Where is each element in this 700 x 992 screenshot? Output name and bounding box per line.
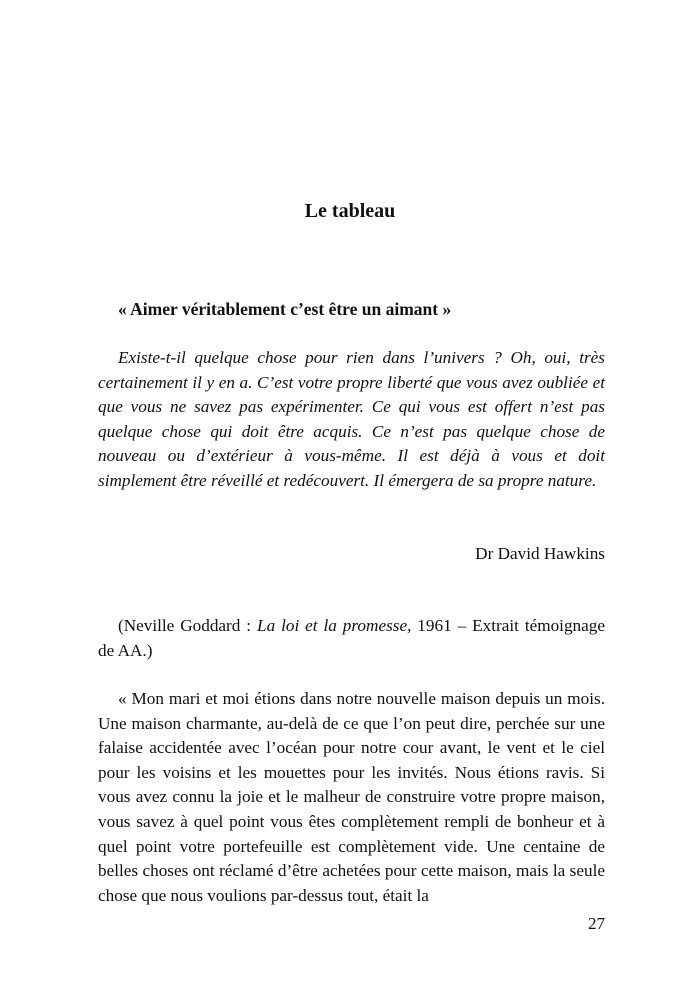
source-citation [98,614,605,663]
epigraph-paragraph: Existe-t-il quelque chose pour rien dans l’univers ? Oh, oui, très certainement il y en a. C’est votre propre liberté que vous avez oubliée et que vous ne savez pas expérimenter. Ce qui vous est offert n’est pas quelque chose qui doit être acquis. Ce n’est pas quelque chose de nouveau ou d’extérieur à vous-même. Il est déjà à vous et doit simplement être réveillé et redécouvert. Il émergera de sa propre nature. [98,348,605,490]
body-paragraph: « Mon mari et moi étions dans notre nouvelle maison depuis un mois. Une maison charmante, au-delà de ce que l’on peut dire, perchée sur une falaise accidentée avec l’océan pour notre cour avant, le vent et le ciel pour les voisins et les mouettes pour les invités. Nous étions ravis. Si vous avez connu la joie et le malheur de construire votre propre maison, vous savez à quel point vous êtes complètement rempli de bonheur et à quel point votre portefeuille est complètement vide. Une centaine de belles choses ont réclamé d’être achetées pour cette maison, mais la seule chose que nous voulions par-dessus tout, était la [98,689,605,905]
chapter-title: Le tableau [304,200,396,222]
page-number: 27 [588,914,605,933]
epigraph-attribution: Dr David Hawkins [475,544,605,563]
source-prefix: (Neville Goddard : [118,616,258,635]
quote-heading: « Aimer véritablement c’est être un aimant » [118,299,452,319]
source-suffix: 1961 – Extrait témoignage de AA.) [98,616,605,660]
source-work-title: La loi et la promesse, [257,616,412,635]
